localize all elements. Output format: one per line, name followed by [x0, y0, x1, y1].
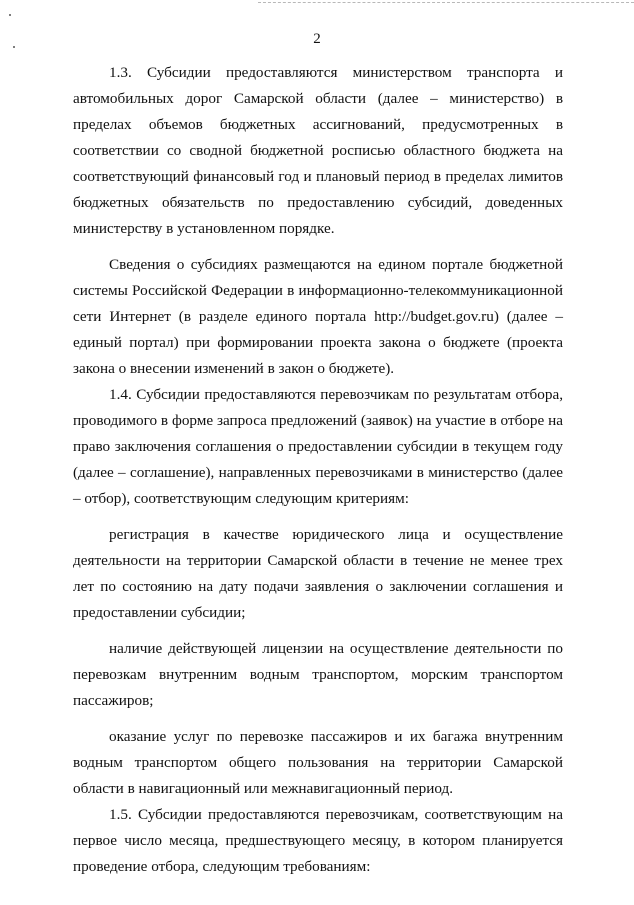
- paragraph-portal-info: Сведения о субсидиях размещаются на едином портале бюджетной системы Российской Федерации в информационно-телекоммуникационной сети Интернет (в разделе единого портала http://budget.gov.ru) (далее – единый портал) при формировании проекта закона о бюджете (проекта закона о внесении изменений в закон о бюджете).: [73, 256, 563, 377]
- paragraph-1-3: 1.3. Субсидии предоставляются министерством транспорта и автомобильных дорог Самарской области (далее – министерство) в пределах объемов бюджетных ассигнований, предусмотренных в соответствии со сводной бюджетной росписью областного бюджета на соответствующий финансовый год и плановый период в пределах лимитов бюджетных обязательств по предоставлению субсидий, доведенных министерству в установленном порядке.: [73, 64, 563, 237]
- scan-edge-line: [258, 2, 634, 3]
- paragraph-1-4: 1.4. Субсидии предоставляются перевозчикам по результатам отбора, проводимого в форме запроса предложений (заявок) на участие в отборе на право заключения соглашения о предоставлении субсидии в текущем году (далее – соглашение), направленных перевозчиками в министерство (далее – отбор), соответствующим следующим критериям:: [73, 386, 563, 507]
- scan-speck: [9, 14, 11, 16]
- criterion-services: оказание услуг по перевозке пассажиров и их багажа внутренним водным транспортом общего пользования на территории Самарской области в навигационный или межнавигационный период.: [73, 728, 563, 797]
- criterion-license: наличие действующей лицензии на осуществление деятельности по перевозкам внутренним водным транспортом, морским транспортом пассажиров;: [73, 640, 563, 709]
- criterion-registration: регистрация в качестве юридического лица и осуществление деятельности на территории Самарской области в течение не менее трех лет по состоянию на дату подачи заявления о заключении соглашения и предоставлении субсидии;: [73, 526, 563, 621]
- paragraph-1-5: 1.5. Субсидии предоставляются перевозчикам, соответствующим на первое число месяца, предшествующего месяцу, в котором планируется проведение отбора, следующим требованиям:: [73, 806, 563, 875]
- page-number: 2: [313, 31, 321, 47]
- document-body: [73, 60, 563, 880]
